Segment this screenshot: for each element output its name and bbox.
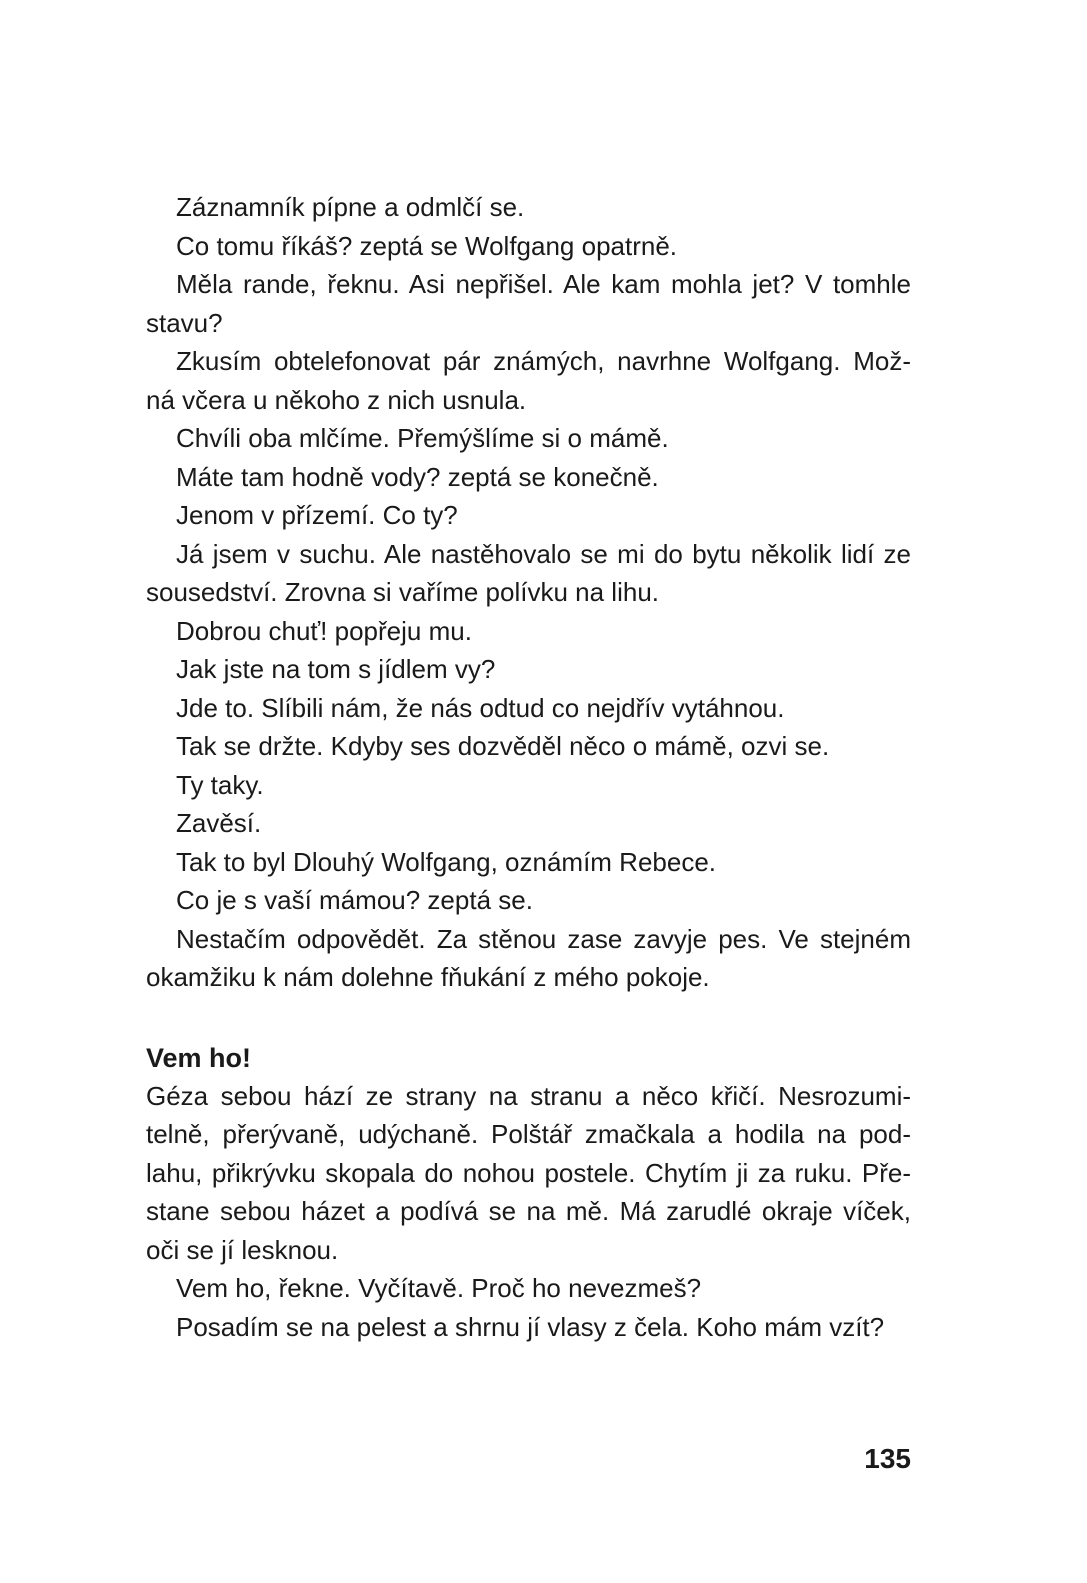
text-line: telně, přerývaně, udýchaně. Polštář zmačkala a hodila na pod- <box>146 1119 911 1149</box>
text-line: Vem ho, řekne. Vyčítavě. Proč ho nevezmeš? <box>176 1273 702 1303</box>
text-line: Chvíli oba mlčíme. Přemýšlíme si o mámě. <box>176 423 669 453</box>
text-line: lahu, přikrývku skopala do nohou postele. Chytím ji za ruku. Pře- <box>146 1157 911 1188</box>
text-line: Dobrou chuť! popřeju mu. <box>176 615 472 646</box>
text-line: Jak jste na tom s jídlem vy? <box>176 654 496 684</box>
text-line: okamžiku k nám dolehne fňukání z mého pokoje. <box>146 962 710 992</box>
page-body <box>146 188 911 1346</box>
text-line: Záznamník pípne a odmlčí se. <box>176 192 525 222</box>
section-heading: Vem ho! <box>146 1042 252 1073</box>
text-line: Ty taky. <box>176 769 264 800</box>
text-line: Měla rande, řeknu. Asi nepřišel. Ale kam mohla jet? V tomhle <box>176 269 911 299</box>
text-line: oči se jí lesknou. <box>146 1234 339 1265</box>
text-line: Tak se držte. Kdyby ses dozvěděl něco o mámě, ozvi se. <box>176 731 830 761</box>
text-line: Jenom v přízemí. Co ty? <box>176 500 458 530</box>
text-line: Co je s vaší mámou? zeptá se. <box>176 885 533 915</box>
page-number: 135 <box>864 1443 911 1474</box>
text-line: Tak to byl Dlouhý Wolfgang, oznámím Rebece. <box>176 846 717 877</box>
text-line: sousedství. Zrovna si vaříme polívku na lihu. <box>146 577 660 607</box>
text-line: Nestačím odpovědět. Za stěnou zase zavyje pes. Ve stejném <box>176 923 911 954</box>
text-line: ná včera u někoho z nich usnula. <box>146 384 527 415</box>
text-line: Máte tam hodně vody? zeptá se konečně. <box>176 461 659 492</box>
text-line: Géza sebou hází ze strany na stranu a něco křičí. Nesrozumi- <box>146 1080 911 1111</box>
text-line: stavu? <box>146 307 223 338</box>
text-line: Co tomu říkáš? zeptá se Wolfgang opatrně. <box>176 230 678 261</box>
text-line: stane sebou házet a podívá se na mě. Má zarudlé okraje víček, <box>146 1196 911 1226</box>
text-line: Zkusím obtelefonovat pár známých, navrhne Wolfgang. Mož- <box>176 346 911 376</box>
text-line: Já jsem v suchu. Ale nastěhovalo se mi do bytu několik lidí ze <box>176 538 911 569</box>
text-line: Zavěsí. <box>176 808 262 838</box>
text-line: Posadím se na pelest a shrnu jí vlasy z čela. Koho mám vzít? <box>176 1311 885 1342</box>
text-line: Jde to. Slíbili nám, že nás odtud co nejdřív vytáhnou. <box>176 692 785 723</box>
